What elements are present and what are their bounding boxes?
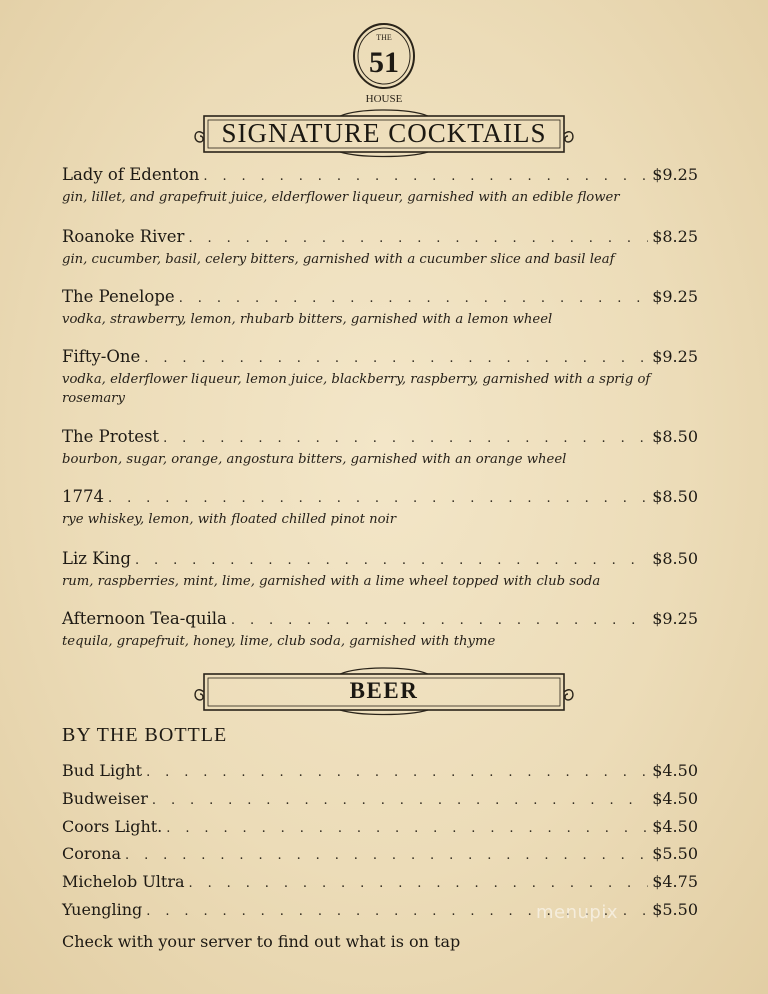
item-description: bourbon, sugar, orange, angostura bitters, garnished with an orange wheel	[62, 452, 567, 467]
bottle-item	[62, 758, 698, 786]
logo-bottom-text: HOUSE	[365, 93, 403, 105]
item-price: $8.50	[652, 549, 698, 568]
signature-cocktails-banner	[190, 108, 578, 158]
dot-leader	[144, 348, 648, 370]
cocktail-item	[62, 346, 698, 408]
dot-leader	[152, 788, 648, 814]
item-price: $4.50	[652, 816, 698, 836]
logo-top-text: THE	[376, 33, 392, 42]
item-description: rye whiskey, lemon, with floated chilled pinot noir	[62, 512, 397, 527]
item-description: vodka, elderflower liqueur, lemon juice, blackberry, raspberry, garnished with a sprig of rosemary	[62, 372, 651, 406]
dot-leader	[125, 843, 648, 869]
bottle-list	[62, 758, 698, 925]
item-name: Yuengling	[62, 899, 143, 919]
logo-emblem-icon	[350, 22, 418, 108]
item-name: Coors Light.	[62, 816, 163, 836]
dot-leader	[163, 428, 648, 450]
item-price: $8.50	[652, 427, 698, 446]
item-name: The Penelope	[62, 287, 175, 306]
cocktails-section-title: SIGNATURE COCKTAILS	[221, 117, 547, 148]
the-51-house-logo	[350, 22, 418, 108]
item-name: Liz King	[62, 549, 131, 568]
item-price: $8.25	[652, 227, 698, 246]
beer-banner	[190, 666, 578, 716]
cocktail-item	[62, 164, 698, 207]
item-price: $9.25	[652, 165, 698, 184]
dot-leader	[188, 228, 648, 250]
item-description: rum, raspberries, mint, lime, garnished with a lime wheel topped with club soda	[62, 574, 601, 589]
cocktail-item	[62, 486, 698, 529]
item-price: $9.25	[652, 287, 698, 306]
cocktail-item	[62, 226, 698, 269]
item-description: gin, lillet, and grapefruit juice, elderflower liqueur, garnished with an edible flower	[62, 190, 620, 205]
item-name: Corona	[62, 844, 121, 864]
item-description: tequila, grapefruit, honey, lime, club soda, garnished with thyme	[62, 634, 496, 649]
item-price: $9.25	[652, 347, 698, 366]
cocktail-item	[62, 286, 698, 329]
item-name: Roanoke River	[62, 227, 185, 246]
item-description: vodka, strawberry, lemon, rhubarb bitters, garnished with a lemon wheel	[62, 312, 553, 327]
item-name: Budweiser	[62, 788, 148, 808]
dot-leader	[135, 550, 648, 572]
item-price: $5.50	[652, 899, 698, 919]
item-price: $4.50	[652, 761, 698, 780]
dot-leader	[179, 288, 648, 310]
item-name: Lady of Edenton	[62, 165, 200, 184]
item-price: $4.50	[652, 788, 698, 808]
dot-leader	[146, 760, 648, 786]
tap-note: Check with your server to find out what is on tap	[62, 932, 461, 951]
bottle-item	[62, 869, 698, 897]
cocktail-item	[62, 426, 698, 469]
cocktail-item	[62, 608, 698, 651]
dot-leader	[189, 871, 649, 897]
bottle-item	[62, 786, 698, 814]
item-name: The Protest	[62, 427, 160, 446]
cocktail-item	[62, 548, 698, 591]
bottle-item	[62, 814, 698, 842]
item-name: 1774	[62, 487, 104, 506]
dot-leader	[166, 816, 648, 842]
dot-leader	[108, 488, 648, 510]
item-name: Michelob Ultra	[62, 872, 185, 892]
menupix-watermark: menupix	[536, 902, 619, 923]
dot-leader	[203, 166, 648, 188]
bottle-item	[62, 841, 698, 869]
by-the-bottle-heading: BY THE BOTTLE	[62, 724, 228, 746]
dot-leader	[231, 610, 648, 632]
beer-section-title: BEER	[349, 678, 419, 703]
item-price: $8.50	[652, 487, 698, 506]
item-price: $4.75	[652, 872, 698, 892]
item-price: $5.50	[652, 844, 698, 864]
item-price: $9.25	[652, 609, 698, 628]
logo-number-text: 51	[369, 46, 399, 79]
item-name: Bud Light	[62, 761, 143, 780]
item-description: gin, cucumber, basil, celery bitters, garnished with a cucumber slice and basil leaf	[62, 252, 615, 267]
item-name: Fifty-One	[62, 347, 141, 366]
item-name: Afternoon Tea-quila	[62, 609, 227, 628]
